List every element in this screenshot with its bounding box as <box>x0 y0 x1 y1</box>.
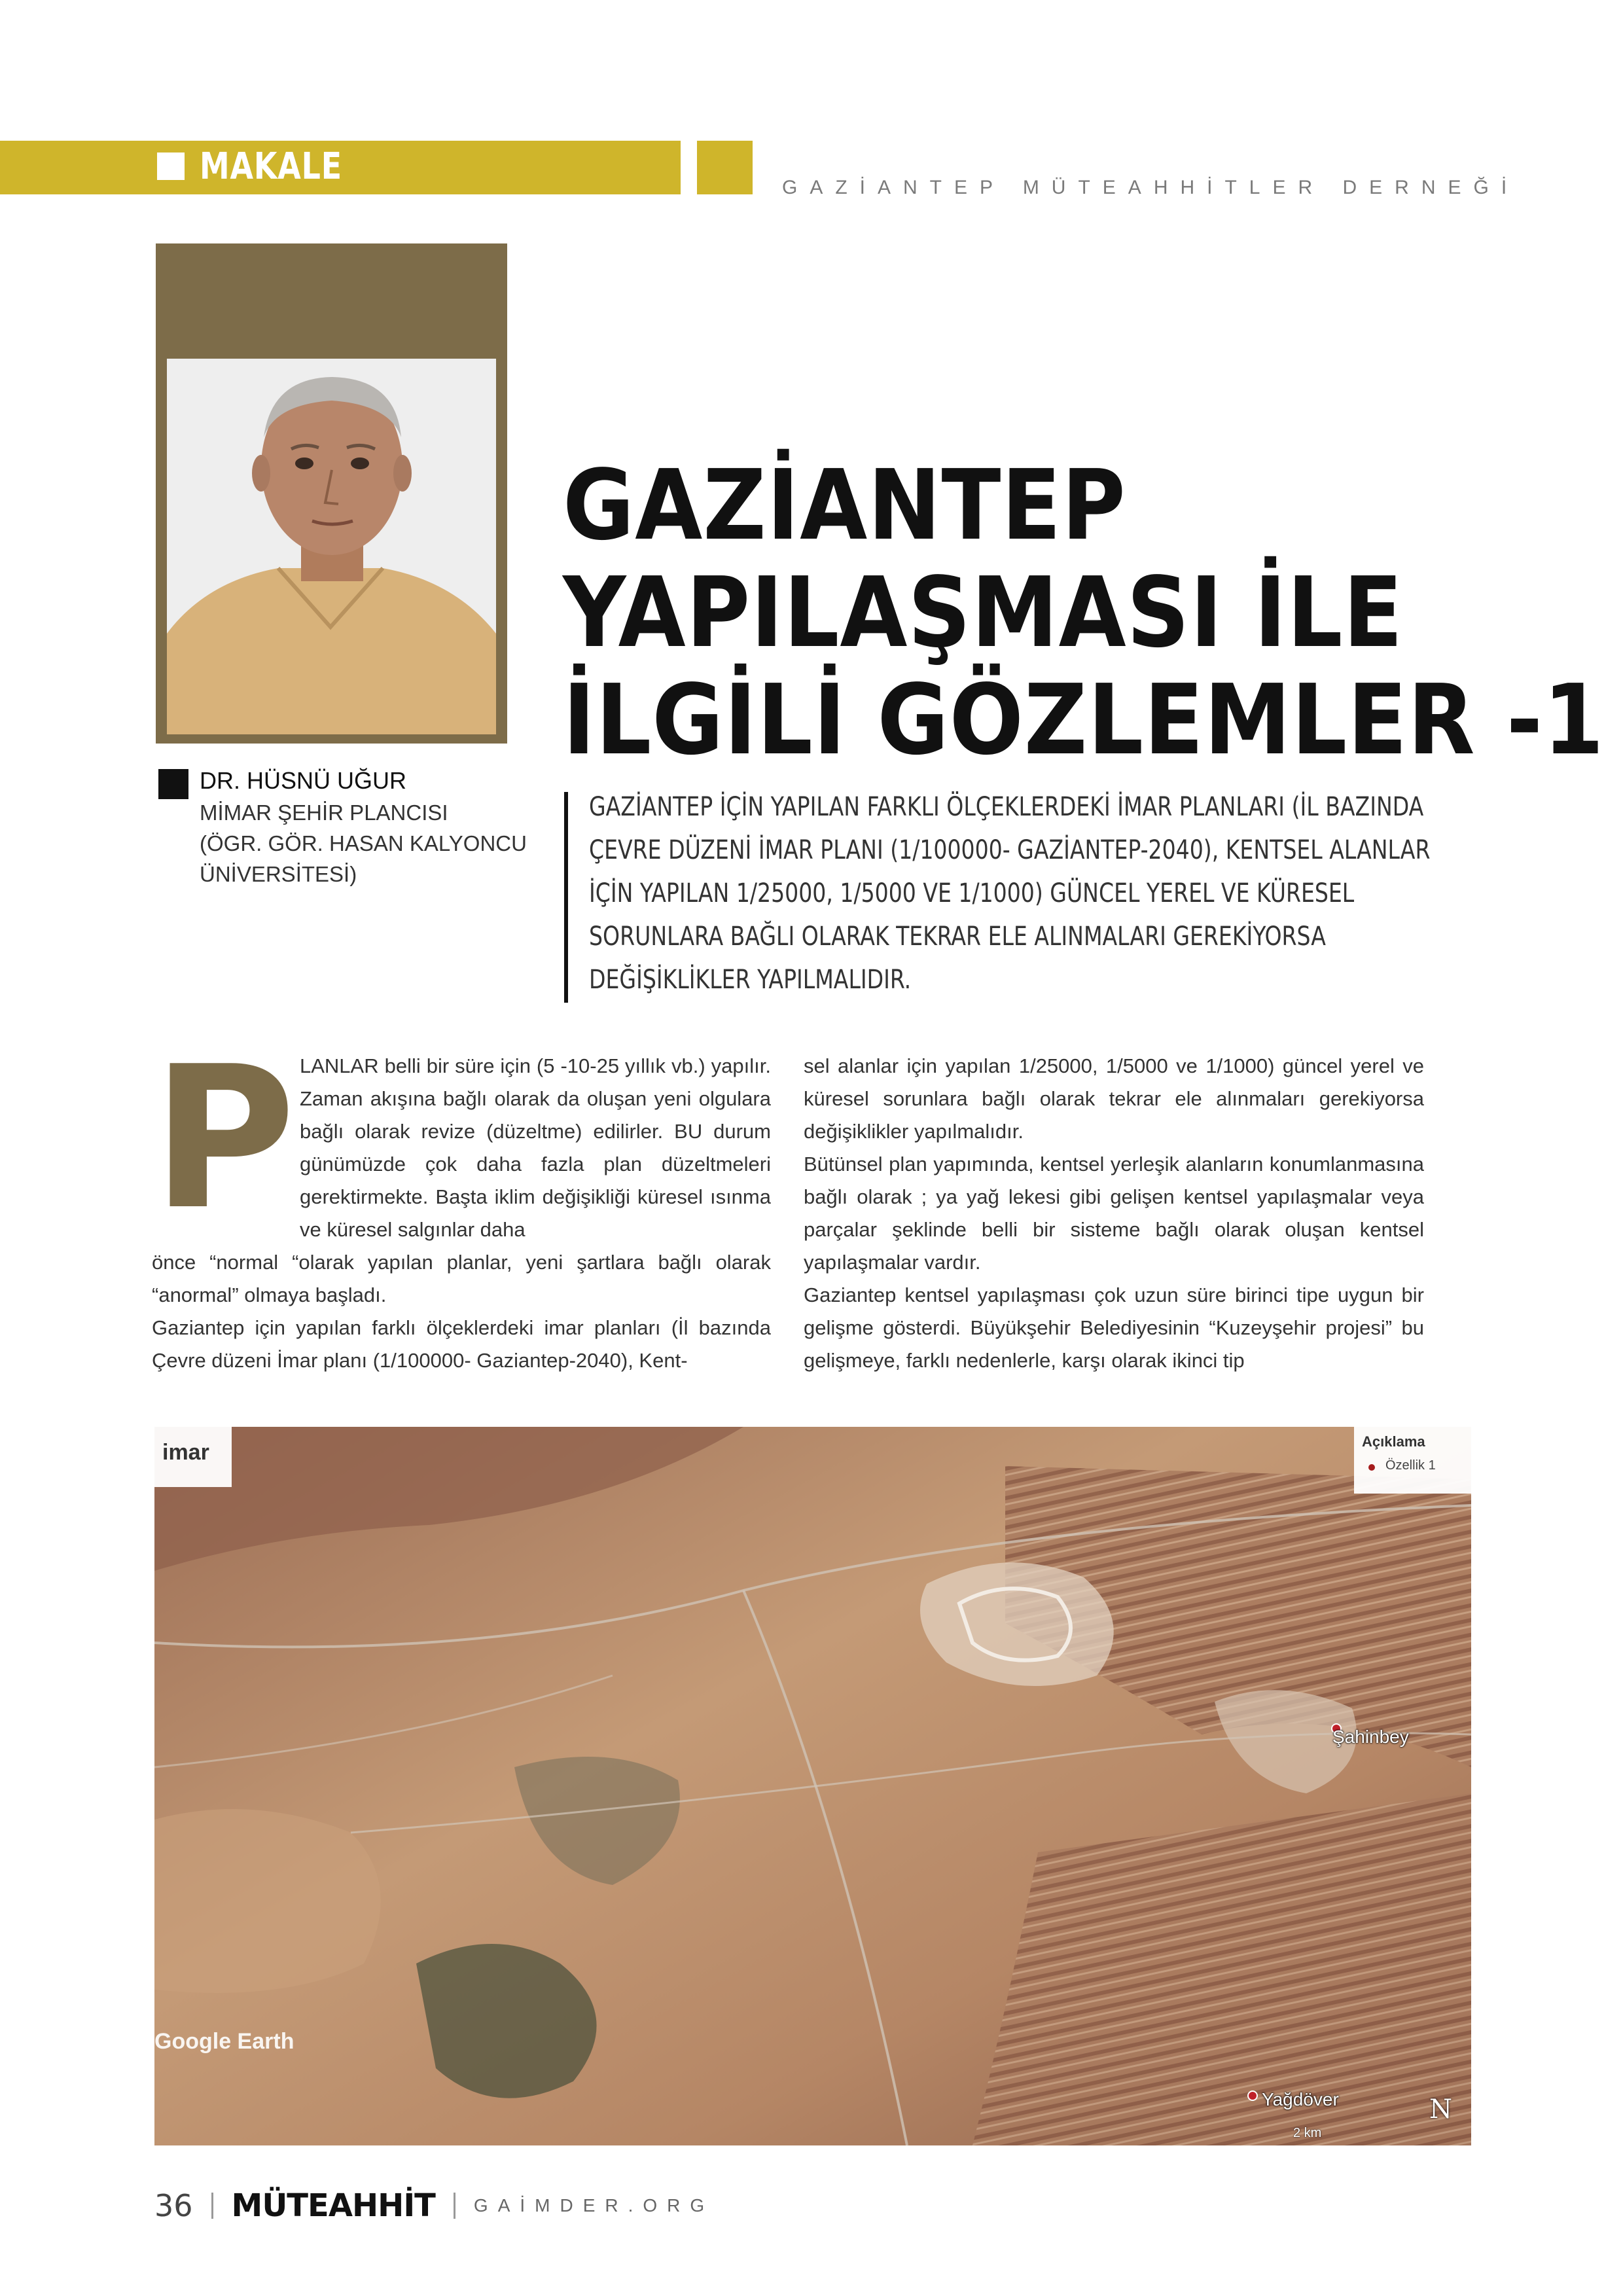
body-paragraph: LANLAR belli bir süre için (5 -10-25 yıllık vb.) yapılır. Zaman akışına bağlı olarak da oluşan yeni olgulara bağlı olarak revize (düzeltme) edilirler. BU durum günümüzde çok daha fazla plan düzeltmeleri gerektirmekte. Başta iklim değişikliği küresel ısınma ve küresel salgınlar daha <box>300 1054 771 1241</box>
body-paragraph: Gaziantep kentsel yapılaşması çok uzun süre birinci tipe uygun bir gelişme gösterdi. Büyükşehir Belediyesinin “Kuzeyşehir projesi” bu gelişmeye, farklı nedenlerle, karşı olarak ikinci tip <box>804 1283 1424 1372</box>
drop-cap: P <box>152 1024 296 1253</box>
author-role-line: MİMAR ŞEHİR PLANCISI <box>200 800 448 825</box>
satellite-terrain <box>154 1427 1471 2145</box>
organization-name: GAZİANTEP MÜTEAHHİTLER DERNEĞİ <box>782 177 1520 198</box>
body-column-2 <box>804 1050 1424 1377</box>
body-column-1-top <box>300 1050 771 1246</box>
author-name: DR. HÜSNÜ UĞUR <box>200 767 407 794</box>
map-scale: 2 km <box>1293 2126 1322 2140</box>
map-title-box <box>154 1427 232 1487</box>
magazine-brand: MÜTEAHHİT <box>231 2187 435 2224</box>
map-watermark: Google Earth <box>154 2029 294 2054</box>
section-label: MAKALE <box>200 145 342 188</box>
page-number: 36 <box>154 2188 193 2223</box>
map-legend <box>1354 1427 1471 1494</box>
author-role-line: (ÖGR. GÖR. HASAN KALYONCU <box>200 831 527 855</box>
title-line: GAZİANTEP <box>563 449 1126 562</box>
body-paragraph: Bütünsel plan yapımında, kentsel yerleşik alanların konumlanmasına bağlı olarak ; ya yağ lekesi gibi gelişen kentsel yapılaşmalar veya parçalar şeklinde belli bir sisteme bağlı olarak oluşan kentsel yapılaşmalar vardır. <box>804 1153 1424 1274</box>
legend-marker-icon <box>1368 1464 1375 1471</box>
footer-divider <box>211 2193 213 2219</box>
body-paragraph: sel alanlar için yapılan 1/25000, 1/5000 ve 1/1000) güncel yerel ve küresel sorunlara bağlı olarak tekrar ele alınmaları gerekiyorsa değişiklikler yapılmalıdır. <box>804 1054 1424 1143</box>
satellite-map <box>154 1427 1471 2145</box>
north-arrow-icon: N <box>1429 2094 1452 2125</box>
map-title: imar <box>162 1440 209 1465</box>
body-column-1-bottom <box>152 1246 771 1377</box>
author-photo <box>167 359 496 734</box>
place-label: Yağdöver <box>1262 2089 1339 2109</box>
footer-divider <box>454 2193 455 2219</box>
legend-title: Açıklama <box>1362 1433 1425 1450</box>
title-line: YAPILAŞMASI İLE <box>563 556 1404 669</box>
lead-rule <box>564 792 568 1003</box>
author-role <box>200 797 540 889</box>
website: GAİMDER.ORG <box>473 2195 715 2215</box>
page-footer <box>154 2186 714 2225</box>
place-label: Şahinbey <box>1332 1727 1409 1747</box>
header-accent-square <box>697 141 753 194</box>
place-marker-icon <box>1249 2092 1257 2100</box>
author-square-icon <box>158 769 188 799</box>
section-square-icon <box>157 152 185 180</box>
title-line: İLGİLİ GÖZLEMLER -1 <box>563 664 1605 776</box>
body-paragraph: önce “normal “olarak yapılan planlar, yeni şartlara bağlı olarak “anormal” olmaya başladı. <box>152 1251 771 1306</box>
body-paragraph: Gaziantep için yapılan farklı ölçeklerdeki imar planları (İl bazında Çevre düzeni İmar planı (1/100000- Gaziantep-2040), Kent- <box>152 1316 771 1372</box>
article-lead: GAZİANTEP İÇİN YAPILAN FARKLI ÖLÇEKLERDEKİ İMAR PLANLARI (İL BAZINDA ÇEVRE DÜZENİ İMAR PLANI (1/100000- GAZİANTEP-2040), KENTSEL ALANLAR İÇİN YAPILAN 1/25000, 1/5000 VE 1/1000) GÜNCEL YEREL VE KÜRESEL SORUNLARA BAĞLI OLARAK TEKRAR ELE ALINMALARI GEREKİYORSA DEĞİŞİKLİKLER YAPILMALIDIR. <box>589 792 1431 995</box>
author-role-line: ÜNİVERSİTESİ) <box>200 862 357 886</box>
legend-item: Özellik 1 <box>1385 1458 1436 1473</box>
article-title <box>563 449 1605 776</box>
